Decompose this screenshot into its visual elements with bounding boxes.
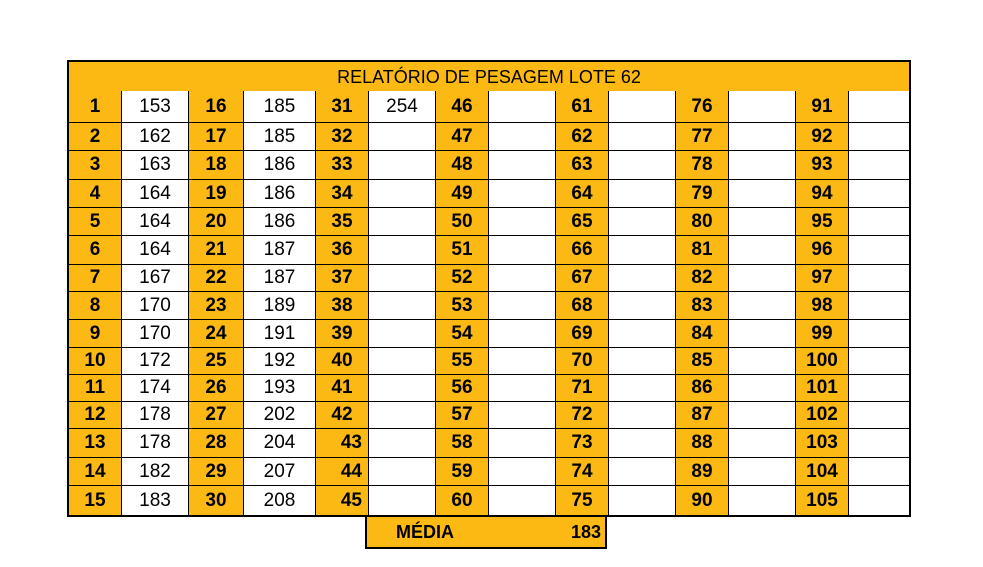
animal-number-cell: 78 — [676, 151, 729, 180]
weight-value-cell: 193 — [244, 375, 316, 402]
weight-value-cell: 189 — [244, 292, 316, 320]
weight-value-cell — [729, 429, 796, 458]
weight-value-cell — [729, 236, 796, 265]
weight-value-cell — [369, 429, 436, 458]
animal-number-cell: 31 — [316, 91, 369, 123]
weight-value-cell — [609, 236, 676, 265]
animal-number-cell: 56 — [436, 375, 489, 402]
weight-value-cell — [489, 265, 556, 292]
animal-number-cell: 59 — [436, 458, 489, 486]
weight-value-cell — [369, 265, 436, 292]
animal-number-cell: 67 — [556, 265, 609, 292]
weight-value-cell — [729, 320, 796, 348]
weight-value-cell: 207 — [244, 458, 316, 486]
weight-value-cell — [489, 486, 556, 515]
animal-number-cell: 20 — [189, 208, 244, 236]
animal-number-cell: 82 — [676, 265, 729, 292]
animal-number-cell: 16 — [189, 91, 244, 123]
weight-value-cell — [489, 151, 556, 180]
animal-number-cell: 19 — [189, 180, 244, 208]
weight-value-cell — [609, 151, 676, 180]
animal-number-cell: 69 — [556, 320, 609, 348]
weight-value-cell: 204 — [244, 429, 316, 458]
weight-value-cell — [489, 123, 556, 151]
animal-number-cell: 47 — [436, 123, 489, 151]
weight-value-cell — [369, 208, 436, 236]
animal-number-cell: 51 — [436, 236, 489, 265]
weight-value-cell — [489, 458, 556, 486]
animal-number-cell: 3 — [69, 151, 122, 180]
animal-number-cell: 2 — [69, 123, 122, 151]
animal-number-cell: 7 — [69, 265, 122, 292]
weight-value-cell — [609, 486, 676, 515]
animal-number-cell: 5 — [69, 208, 122, 236]
animal-number-cell: 33 — [316, 151, 369, 180]
animal-number-cell: 71 — [556, 375, 609, 402]
animal-number-cell: 95 — [796, 208, 849, 236]
weight-value-cell — [609, 123, 676, 151]
weight-value-cell: 174 — [122, 375, 189, 402]
animal-number-cell: 49 — [436, 180, 489, 208]
weight-value-cell — [609, 458, 676, 486]
animal-number-cell: 89 — [676, 458, 729, 486]
animal-number-cell: 103 — [796, 429, 849, 458]
weight-value-cell — [609, 429, 676, 458]
weight-value-cell — [369, 348, 436, 375]
animal-number-cell: 27 — [189, 402, 244, 429]
animal-number-cell: 53 — [436, 292, 489, 320]
weight-value-cell — [369, 458, 436, 486]
weight-value-cell — [609, 91, 676, 123]
animal-number-cell: 92 — [796, 123, 849, 151]
weight-value-cell: 164 — [122, 208, 189, 236]
animal-number-cell: 79 — [676, 180, 729, 208]
animal-number-cell: 86 — [676, 375, 729, 402]
animal-number-cell: 28 — [189, 429, 244, 458]
weight-value-cell — [489, 180, 556, 208]
animal-number-cell: 98 — [796, 292, 849, 320]
weight-value-cell — [609, 292, 676, 320]
table-row — [69, 292, 909, 320]
weight-value-cell — [729, 402, 796, 429]
weight-value-cell — [609, 375, 676, 402]
animal-number-cell: 38 — [316, 292, 369, 320]
table-row — [69, 375, 909, 402]
animal-number-cell: 83 — [676, 292, 729, 320]
animal-number-cell: 97 — [796, 265, 849, 292]
weight-value-cell — [369, 486, 436, 515]
animal-number-cell: 37 — [316, 265, 369, 292]
weight-value-cell: 182 — [122, 458, 189, 486]
weight-value-cell — [489, 348, 556, 375]
animal-number-cell: 99 — [796, 320, 849, 348]
weight-value-cell — [849, 123, 909, 151]
animal-number-cell: 76 — [676, 91, 729, 123]
weight-value-cell: 172 — [122, 348, 189, 375]
animal-number-cell: 6 — [69, 236, 122, 265]
animal-number-cell: 73 — [556, 429, 609, 458]
weight-value-cell: 178 — [122, 402, 189, 429]
weight-value-cell — [489, 375, 556, 402]
weight-value-cell: 187 — [244, 236, 316, 265]
weight-value-cell — [849, 208, 909, 236]
animal-number-cell: 54 — [436, 320, 489, 348]
weight-value-cell — [729, 208, 796, 236]
weighing-report-table — [67, 60, 911, 517]
animal-number-cell: 60 — [436, 486, 489, 515]
animal-number-cell: 8 — [69, 292, 122, 320]
weight-value-cell — [489, 402, 556, 429]
weight-value-cell: 186 — [244, 151, 316, 180]
weight-value-cell — [849, 265, 909, 292]
animal-number-cell: 1 — [69, 91, 122, 123]
table-row — [69, 236, 909, 265]
animal-number-cell: 81 — [676, 236, 729, 265]
weight-value-cell — [369, 180, 436, 208]
animal-number-cell: 14 — [69, 458, 122, 486]
weight-value-cell — [849, 402, 909, 429]
animal-number-cell: 62 — [556, 123, 609, 151]
weight-value-cell — [849, 292, 909, 320]
table-row — [69, 123, 909, 151]
average-box — [365, 515, 607, 549]
animal-number-cell: 15 — [69, 486, 122, 515]
weight-value-cell — [849, 458, 909, 486]
weight-value-cell — [849, 320, 909, 348]
weight-value-cell — [369, 402, 436, 429]
animal-number-cell: 57 — [436, 402, 489, 429]
animal-number-cell: 87 — [676, 402, 729, 429]
animal-number-cell: 32 — [316, 123, 369, 151]
animal-number-cell: 102 — [796, 402, 849, 429]
table-row — [69, 265, 909, 292]
weight-value-cell — [849, 375, 909, 402]
animal-number-cell: 63 — [556, 151, 609, 180]
animal-number-cell: 72 — [556, 402, 609, 429]
weight-value-cell: 192 — [244, 348, 316, 375]
weights-grid — [69, 91, 909, 515]
animal-number-cell: 66 — [556, 236, 609, 265]
weight-value-cell — [609, 320, 676, 348]
weight-value-cell — [849, 429, 909, 458]
animal-number-cell: 35 — [316, 208, 369, 236]
animal-number-cell: 13 — [69, 429, 122, 458]
weight-value-cell: 208 — [244, 486, 316, 515]
weight-value-cell — [489, 236, 556, 265]
weight-value-cell — [849, 180, 909, 208]
weight-value-cell — [369, 123, 436, 151]
animal-number-cell: 75 — [556, 486, 609, 515]
animal-number-cell: 30 — [189, 486, 244, 515]
animal-number-cell: 88 — [676, 429, 729, 458]
weight-value-cell — [729, 180, 796, 208]
animal-number-cell: 61 — [556, 91, 609, 123]
animal-number-cell: 24 — [189, 320, 244, 348]
table-row — [69, 180, 909, 208]
weight-value-cell: 178 — [122, 429, 189, 458]
table-row — [69, 458, 909, 486]
weight-value-cell: 187 — [244, 265, 316, 292]
weight-value-cell — [489, 320, 556, 348]
weight-value-cell: 186 — [244, 208, 316, 236]
animal-number-cell: 17 — [189, 123, 244, 151]
animal-number-cell: 100 — [796, 348, 849, 375]
weight-value-cell: 153 — [122, 91, 189, 123]
animal-number-cell: 104 — [796, 458, 849, 486]
weight-value-cell — [369, 292, 436, 320]
weight-value-cell — [609, 402, 676, 429]
weight-value-cell — [849, 151, 909, 180]
weight-value-cell — [489, 91, 556, 123]
weight-value-cell — [729, 265, 796, 292]
weight-value-cell — [729, 91, 796, 123]
weight-value-cell — [849, 91, 909, 123]
weight-value-cell: 254 — [369, 91, 436, 123]
animal-number-cell: 36 — [316, 236, 369, 265]
table-row — [69, 402, 909, 429]
table-row — [69, 429, 909, 458]
weight-value-cell — [729, 123, 796, 151]
animal-number-cell: 48 — [436, 151, 489, 180]
animal-number-cell: 55 — [436, 348, 489, 375]
weight-value-cell: 202 — [244, 402, 316, 429]
table-row — [69, 486, 909, 515]
animal-number-cell: 74 — [556, 458, 609, 486]
weight-value-cell — [609, 348, 676, 375]
weight-value-cell: 163 — [122, 151, 189, 180]
animal-number-cell: 93 — [796, 151, 849, 180]
weight-value-cell: 186 — [244, 180, 316, 208]
weight-value-cell: 183 — [122, 486, 189, 515]
animal-number-cell: 39 — [316, 320, 369, 348]
animal-number-cell: 85 — [676, 348, 729, 375]
animal-number-cell: 42 — [316, 402, 369, 429]
weight-value-cell — [849, 348, 909, 375]
animal-number-cell: 58 — [436, 429, 489, 458]
weight-value-cell — [609, 180, 676, 208]
animal-number-cell: 77 — [676, 123, 729, 151]
weight-value-cell: 162 — [122, 123, 189, 151]
animal-number-cell: 23 — [189, 292, 244, 320]
weight-value-cell — [489, 429, 556, 458]
animal-number-cell: 91 — [796, 91, 849, 123]
weight-value-cell: 170 — [122, 292, 189, 320]
animal-number-cell: 43 — [316, 429, 369, 458]
weight-value-cell — [729, 348, 796, 375]
animal-number-cell: 80 — [676, 208, 729, 236]
weight-value-cell — [849, 236, 909, 265]
animal-number-cell: 4 — [69, 180, 122, 208]
weight-value-cell: 191 — [244, 320, 316, 348]
weight-value-cell: 185 — [244, 91, 316, 123]
animal-number-cell: 12 — [69, 402, 122, 429]
weight-value-cell — [489, 208, 556, 236]
animal-number-cell: 84 — [676, 320, 729, 348]
weight-value-cell — [369, 375, 436, 402]
animal-number-cell: 29 — [189, 458, 244, 486]
animal-number-cell: 94 — [796, 180, 849, 208]
animal-number-cell: 10 — [69, 348, 122, 375]
weight-value-cell — [729, 458, 796, 486]
table-row — [69, 91, 909, 123]
animal-number-cell: 105 — [796, 486, 849, 515]
animal-number-cell: 18 — [189, 151, 244, 180]
animal-number-cell: 9 — [69, 320, 122, 348]
weight-value-cell: 167 — [122, 265, 189, 292]
animal-number-cell: 65 — [556, 208, 609, 236]
animal-number-cell: 25 — [189, 348, 244, 375]
average-label: MÉDIA — [396, 522, 454, 542]
animal-number-cell: 96 — [796, 236, 849, 265]
animal-number-cell: 44 — [316, 458, 369, 486]
animal-number-cell: 11 — [69, 375, 122, 402]
weight-value-cell — [729, 375, 796, 402]
table-row — [69, 320, 909, 348]
weight-value-cell — [489, 292, 556, 320]
table-row — [69, 348, 909, 375]
weight-value-cell: 170 — [122, 320, 189, 348]
weight-value-cell — [609, 208, 676, 236]
weight-value-cell — [729, 151, 796, 180]
animal-number-cell: 68 — [556, 292, 609, 320]
animal-number-cell: 52 — [436, 265, 489, 292]
animal-number-cell: 70 — [556, 348, 609, 375]
weight-value-cell — [729, 486, 796, 515]
report-title: RELATÓRIO DE PESAGEM LOTE 62 — [69, 62, 909, 92]
weight-value-cell — [729, 292, 796, 320]
animal-number-cell: 90 — [676, 486, 729, 515]
weight-value-cell — [609, 265, 676, 292]
weight-value-cell — [369, 151, 436, 180]
animal-number-cell: 22 — [189, 265, 244, 292]
animal-number-cell: 101 — [796, 375, 849, 402]
animal-number-cell: 64 — [556, 180, 609, 208]
weight-value-cell — [369, 236, 436, 265]
average-value: 183 — [570, 522, 601, 542]
weight-value-cell — [849, 486, 909, 515]
table-row — [69, 151, 909, 180]
animal-number-cell: 46 — [436, 91, 489, 123]
animal-number-cell: 40 — [316, 348, 369, 375]
animal-number-cell: 26 — [189, 375, 244, 402]
table-row — [69, 208, 909, 236]
animal-number-cell: 45 — [316, 486, 369, 515]
animal-number-cell: 41 — [316, 375, 369, 402]
animal-number-cell: 34 — [316, 180, 369, 208]
weight-value-cell — [369, 320, 436, 348]
animal-number-cell: 50 — [436, 208, 489, 236]
weight-value-cell: 164 — [122, 236, 189, 265]
weight-value-cell: 185 — [244, 123, 316, 151]
weight-value-cell: 164 — [122, 180, 189, 208]
animal-number-cell: 21 — [189, 236, 244, 265]
